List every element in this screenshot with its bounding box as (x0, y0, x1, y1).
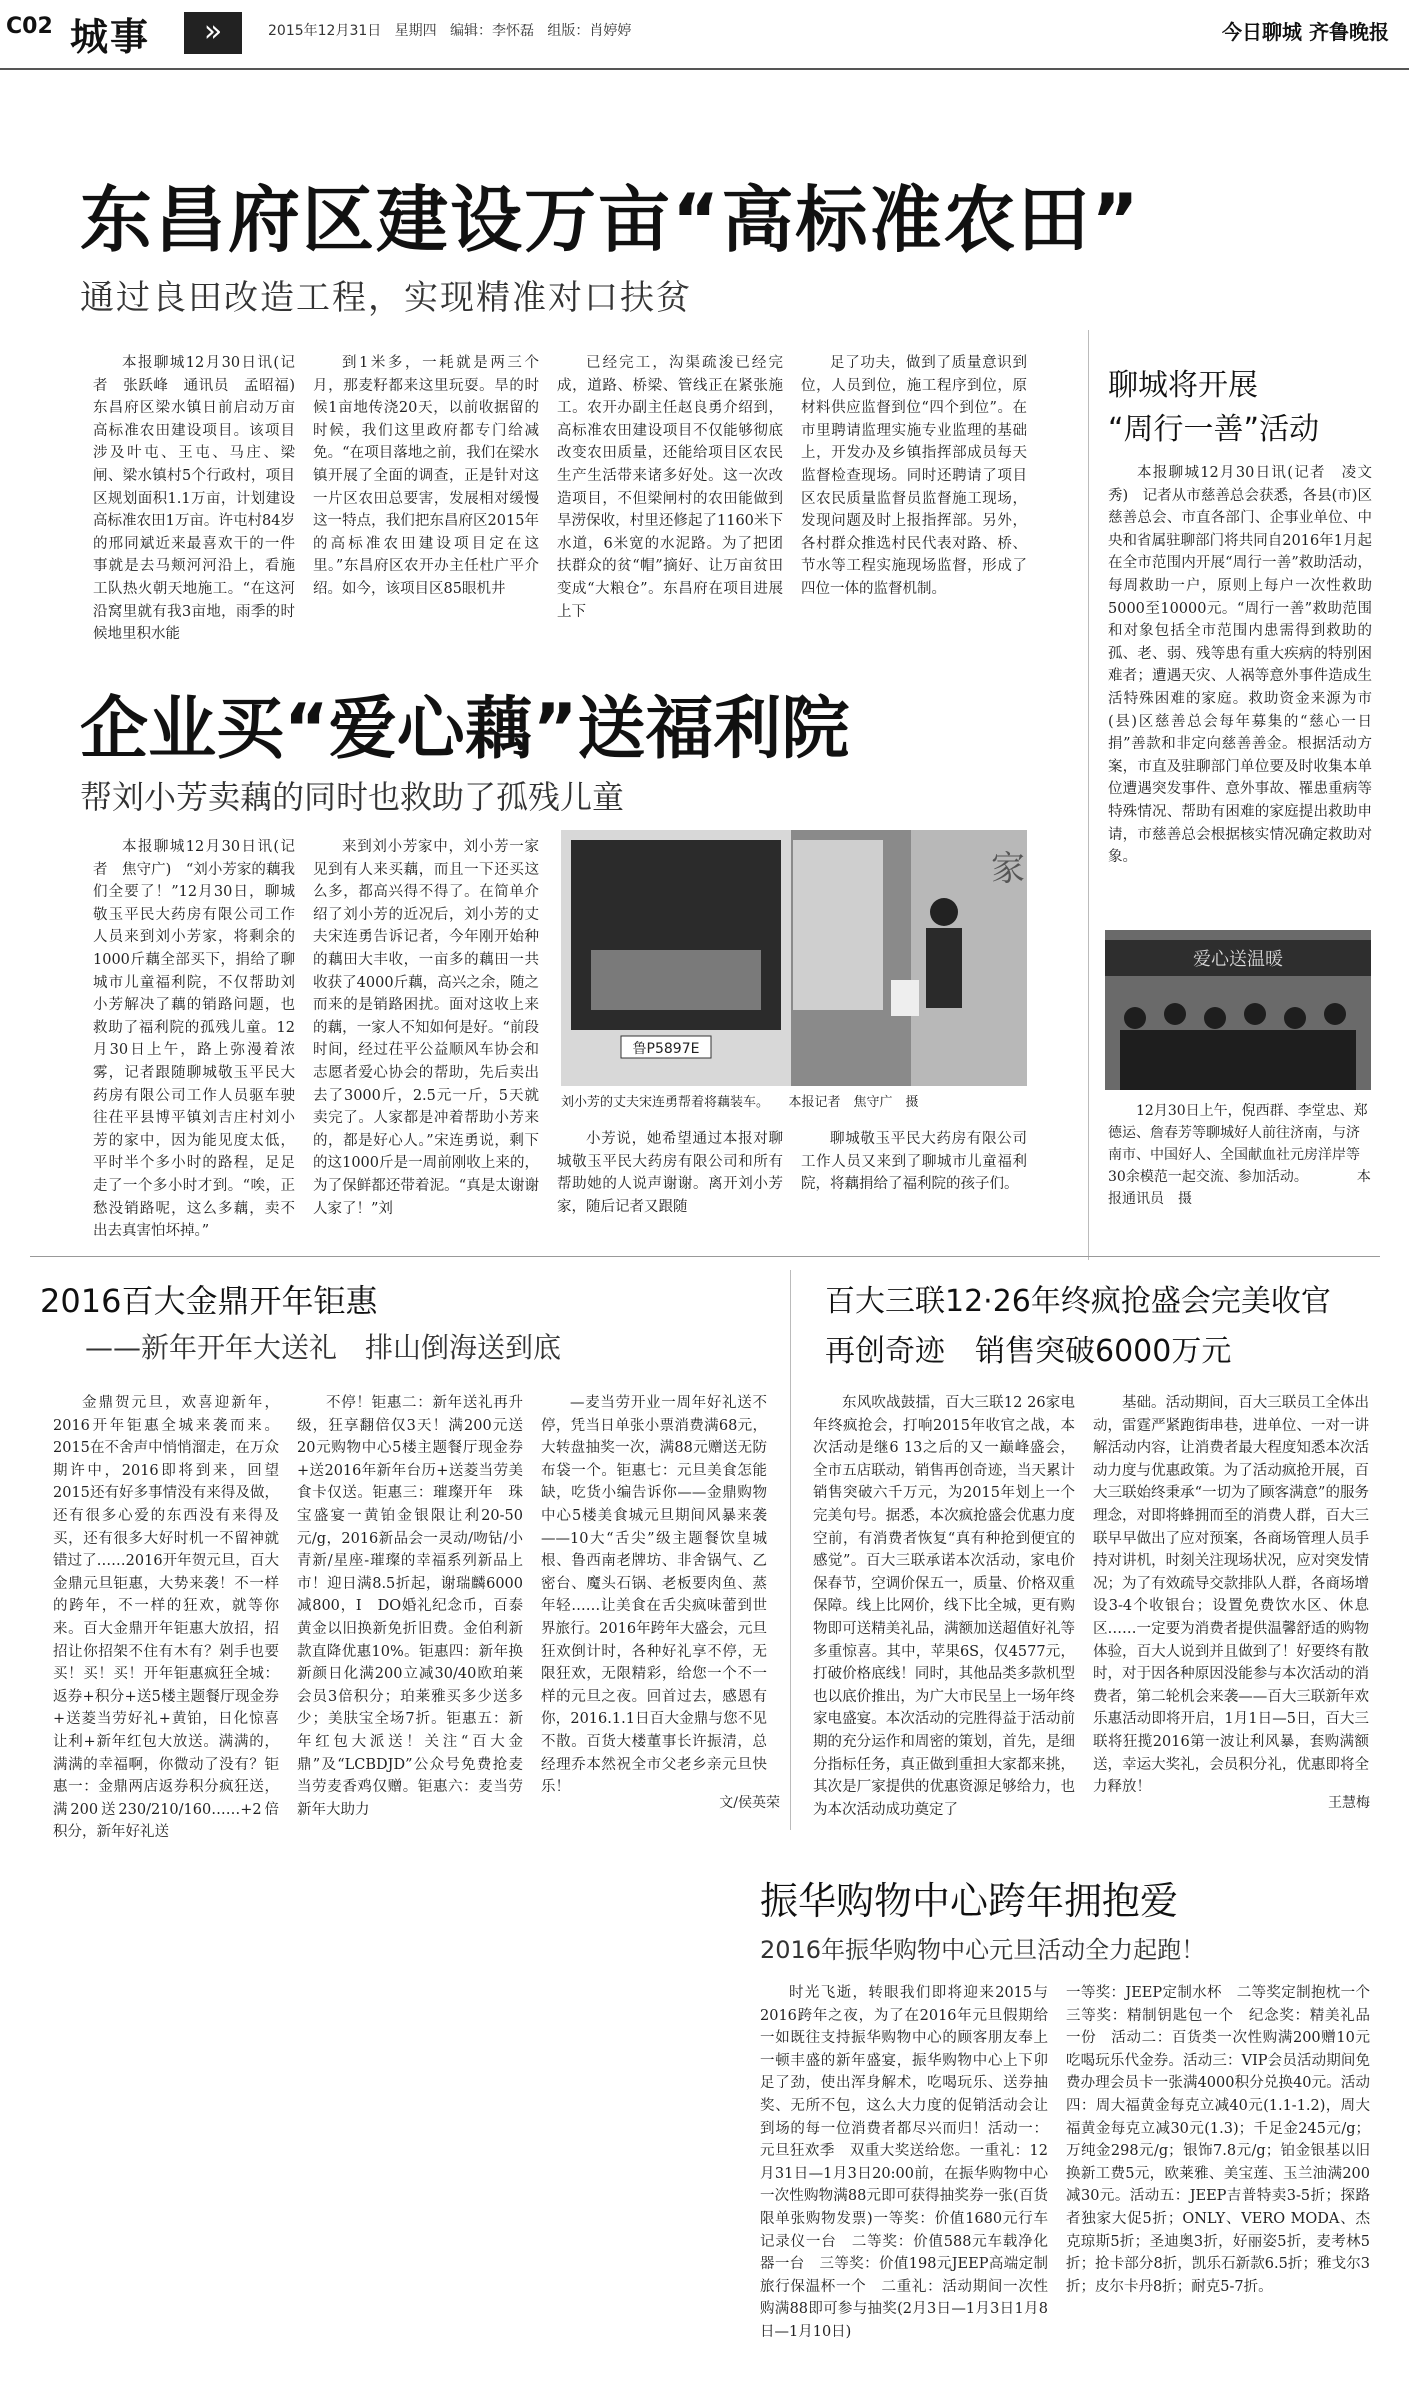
article1-col3: 已经完工，沟渠疏浚已经完成，道路、桥梁、管线正在紧张施工。农开办副主任赵良勇介绍到，高标准农田建设项目不仅能够彻底改变农田质量，还能给项目区农民生产生活带来诸多好处。这一次改造项目，不但梁闸村的农田能做到旱涝保收，村里还修起了1160米下水道，6米宽的水泥路。为了把团扶群众的贫“帽”摘好、让万亩贫田变成“大粮仓”。东昌府在项目进展上下 (557, 355, 783, 620)
section-divider (30, 1256, 1380, 1257)
article2-headline: 企业买“爱心藕”送福利院 (80, 690, 850, 769)
article2-col2: 来到刘小芳家中，刘小芳一家见到有人来买藕，而且一下还买这么多，都高兴得不得了。在简单介绍了刘小芳的近况后，刘小芳的丈夫宋连勇告诉记者，今年刚开始种的藕田大丰收，一亩多的藕田一共收获了4000斤藕，高兴之余，随之而来的是销路困扰。面对这收上来的藕，一家人不知如何是好。“前段时间，经过茌平公益顺风车协会和志愿者爱心协会的帮助，先后卖出去了3000斤，2.5元一斤，5天就卖完了。人家都是冲着帮助小芳来的，都是好心人。”宋连勇说，剩下的这1000斤是一周前刚收上来的，为了保鲜都还带着泥。“真是太谢谢人家了！”刘 (313, 839, 539, 1217)
issue-date: 2015年12月31日 (268, 23, 382, 39)
article5-col1: 时光飞逝，转眼我们即将迎来2015与2016跨年之夜，为了在2016年元旦假期给一如既往支持振华购物中心的顾客朋友奉上一顿丰盛的新年盛宴，振华购物中心上下卯足了劲，使出浑身解术，吃喝玩乐、送券抽奖、无所不包，这么大力度的促销活动会让到场的每一位消费者都尽兴而归！活动一：元旦狂欢季 双重大奖送给您。一重礼：12月31日—1月3日20:00前，在振华购物中心一次性购物满88元即可获得抽奖券一张(百货限单张购物发票)一等奖：价值1680元行车记录仪一台 二等奖：价值588元车载净化器一台 三等奖：价值198元JEEP高端定制旅行保温杯一个 二重礼：活动期间一次性购满88即可参与抽奖(2月3日—1月3日1月8日—1月10日) (760, 1985, 1048, 2340)
article2-col4: 聊城敬玉平民大药房有限公司工作人员又来到了聊城市儿童福利院，将藕捐给了福利院的孩子们。 (801, 1131, 1027, 1193)
sidebar-group-photo (1105, 930, 1371, 1090)
article1-col4: 足了功夫，做到了质量意识到位，人员到位，施工程序到位，原材料供应监督到位“四个到位”。在市里聘请监理实施专业监理的基础上，开发办及乡镇指挥部成员每天监督检查现场。同时还聘请了项目区农民质量监督员监督施工现场，发现问题及时上报指挥部。另外，各村群众推选村民代表对路、桥、节水等工程实施现场监督，形成了四位一体的监督机制。 (801, 355, 1027, 597)
article2-photo (561, 830, 1027, 1086)
section-title: 城事 (70, 15, 151, 59)
article4-col2: 基础。活动期间，百大三联员工全体出动，雷霆严紧跑街串巷，进单位、一对一讲解活动内容，让消费者最大程度知悉本次活动力度与优惠政策。为了活动疯抢开展，百大三联始终秉承“一切为了顾客满意”的服务理念，对即将蜂拥而至的消费人群，百大三联早早做出了应对预案，各商场管理人员手持对讲机，时刻关注现场状况，应对突发情况；为了有效疏导交款排队人群，各商场增设3-4个收银台；设置免费饮水区、休息区……一定要为消费者提供温馨舒适的购物体验，百大人说到并且做到了！好要终有散时，对于因各种原因没能参与本次活动的消费者，第二轮机会来袭——百大三联新年欢乐惠活动即将开启，1月1日—5日，百大三联将狂揽2016第一波让利风暴，套购满额送，幸运大奖礼，会员积分礼，优惠即将全力释放！ (1093, 1395, 1369, 1796)
photo-sign-text: 家 (991, 849, 1025, 889)
article2-photo-caption: 刘小芳的丈夫宋连勇帮着将藕装车。 本报记者 焦守广 摄 (561, 1095, 919, 1110)
article5-headline: 振华购物中心跨年拥抱爱 (760, 1879, 1179, 1923)
article1-col1: 本报聊城12月30日讯(记者 张跃峰 通讯员 孟昭福) 东昌府区梁水镇日前启动万亩高标准农田建设项目。该项目涉及叶屯、王屯、马庄、梁闸、梁水镇村5个行政村，项目区规划面积1.1万亩，计划建设高标准农田1万亩。许屯村84岁的邢同斌近来最喜欢干的一件事就是去马颊河河沿上，看施工队热火朝天地施工。“在这河沿窝里就有我3亩地，雨季的时候地里积水能 (93, 355, 310, 643)
article2-col1: 本报聊城12月30日讯(记者 焦守广) “刘小芳家的藕我们全要了！”12月30日，聊城敬玉平民大药房有限公司工作人员来到刘小芳家，将剩余的1000斤藕全部买下，捐给了聊城市儿童福利院，不仅帮助刘小芳解决了藕的销路问题，也救助了福利院的孤残儿童。12月30日上午，路上弥漫着浓雾，记者跟随聊城敬玉平民大药房有限公司工作人员驱车驶往茌平县博平镇刘吉庄村刘小芳的家中，因为能见度太低，平时半个多小时的路程，足足走了一个多小时才到。“唉，正愁没销路呢，这么多藕，卖不出去真害怕坏掉。” (93, 839, 295, 1240)
article4-col1: 东风吹战鼓擂，百大三联12 26家电年终疯抢会，打响2015年收官之战，本次活动是继6 13之后的又一巅峰盛会，全市五店联动，销售再创奇迹，当天累计销售突破六千万元，为2015年划上一个完美句号。据悉，本次疯抢盛会优惠力度空前，有消费者恢复“真有种抢到便宜的感觉”。百大三联承诺本次活动，家电价保春节，空调价保五一，质量、价格双重保障。线上比网价，线下比全城，更有购物即可送精美礼品，满额加送超值好礼等多重惊喜。其中，苹果6S，仅4577元，打破价格底线！同时，其他品类多款机型也以底价推出，为广大市民呈上一场年终家电盛宴。本次活动的完胜得益于活动前期的充分运作和周密的策划，首先，是细分指标任务，真正做到重担大家都来挑，其次是厂家提供的优惠资源足够给力，也为本次活动成功奠定了 (813, 1395, 1075, 1818)
newspaper-brand: 今日聊城 齐鲁晚报 (1222, 20, 1389, 44)
article3-author: 文/侯英荣 (719, 1795, 780, 1811)
article3-col1: 金鼎贺元旦，欢喜迎新年，2016开年钜惠全城来袭而来。2015在不舍声中悄悄溜走，在万众期许中，2016即将到来，回望2015还有好多事情没有来得及做，还有很多心爱的东西没有来得及买，还有很多大好时机一不留神就错过了……2016开年贺元旦，百大金鼎元旦钜惠，大势来袭！不一样的跨年，不一样的狂欢，就等你来。百大金鼎开年钜惠大放招，招招让你招架不住有木有？剁手也要买！买！买！开年钜惠疯狂全城：返券+积分+送5楼主题餐厅现金券+送菱当劳好礼+黄铂，日化惊喜让利+新年红包大放送。满满的，满满的幸福啊，你微动了没有？钜惠一：金鼎两店返券积分疯狂送，满200送230/210/160……+2倍积分，新年好礼送 (53, 1395, 279, 1841)
article4-author: 王慧梅 (1328, 1795, 1370, 1811)
sidebar-photo-banner: 爱心送温暖 (1193, 949, 1283, 970)
sidebar-body: 本报聊城12月30日讯(记者 凌文秀) 记者从市慈善总会获悉，各县(市)区慈善总会、市直各部门、企事业单位、中央和省属驻聊部门将共同自2016年1月起在全市范围内开展“周行一善”救助活动，每周救助一户，原则上每户一次性救助5000至10000元。“周行一善”救助范围和对象包括全市范围内患需得到救助的孤、老、弱、残等患有重大疾病的特别困难者；遭遇天灾、人祸等意外事件造成生活特殊困难的家庭。救助资金来源为市(县)区慈善总会每年募集的“慈心一日捐”善款和非定向慈善善金。根据活动方案，市直及驻聊部门单位要及时收集本单位遭遇突发事件、意外事故、罹患重病等特殊情况、帮助有困难的家庭提出救助申请，市慈善总会根据核实情况确定救助对象。 (1108, 465, 1372, 866)
article2-col3: 小芳说，她希望通过本报对聊城敬玉平民大药房有限公司和所有帮助她的人说声谢谢。离开刘小芳家，随后记者又跟随 (557, 1131, 783, 1215)
issue-editor: 编辑：李怀磊 (449, 23, 534, 39)
sidebar-divider (1088, 330, 1089, 1260)
issue-meta (268, 20, 631, 40)
issue-layout: 组版：肖婷婷 (547, 23, 632, 39)
sidebar-headline-line1: 聊城将开展 (1108, 368, 1258, 403)
article4-headline-line1: 百大三联12·26年终疯抢盛会完美收官 (825, 1284, 1331, 1319)
sidebar-headline-line2: “周行一善”活动 (1108, 412, 1320, 447)
article1-col2: 到1米多，一耗就是两三个月，那麦籽都来这里玩耍。旱的时候1亩地传浇20天，以前收据留的时候，我们这里政府都专门给减免。“在项目落地之前，我们在梁水镇开展了全面的调查，正是针对这一片区农田总要害，发展相对缓慢这一特点，我们把东昌府区2015年的高标准农田建设项目定在这里。”东昌府区农开办主任杜广平介绍。如今，该项目区85眼机井 (313, 355, 539, 597)
article3-col2: 不停！钜惠二：新年送礼再升级，狂享翻倍仅3天！满200元送20元购物中心5楼主题餐厅现金券+送2016年新年台历+送菱当劳美食卡仅送。钜惠三：璀璨开年 珠宝盛宴一黄铂金银限让利20-50元/g，2016新品会一灵动/吻钻/小青新/星座-璀璨的幸福系列新品上市！迎日满8.5折起，谢瑞麟6000减800，I DO婚礼纪念币，百泰黄金以旧换新免折旧费。金伯利新款直降优惠10%。钜惠四：新年换新颜日化满200立减30/40欧珀莱会员3倍积分；珀莱雅买多少送多少；美肤宝全场7折。钜惠五：新年红包大派送！关注“百大金鼎”及“LCBDJD”公众号免费抢麦当劳麦香鸡仅赠。钜惠六：麦当劳新年大助力 (297, 1395, 523, 1818)
article4-headline-line2: 再创奇迹 销售突破6000万元 (825, 1334, 1232, 1369)
article5-col2: 一等奖：JEEP定制水杯 二等奖定制抱枕一个 三等奖：精制钥匙包一个 纪念奖：精美礼品一份 活动二：百货类一次性购满200赠10元吃喝玩乐代金券。活动三：VIP会员活动期间免费办理会员卡一张满4000积分兑换40元。活动四：周大福黄金每克立减40元(1.1-1.2)，周大福黄金每克立减30元(1.3)；千足金245元/g；万纯金298元/g；银饰7.8元/g；铂金银基以旧换新工费5元，欧莱雅、美宝莲、玉兰油满200减30元。活动五：JEEP吉普特卖3-5折；探路者独家大促5折；ONLY、VERO MODA、杰克琼斯5折；圣迪奥3折，好丽姿5折，麦考林5折；抢卡部分8折，凯乐石新款6.5折；雅戈尔3折；皮尔卡丹8折；耐克5-7折。 (1066, 1985, 1385, 2295)
page-header (0, 0, 1409, 72)
article3-col3: —麦当劳开业一周年好礼送不停，凭当日单张小票消费满68元，大转盘抽奖一次，满88元赠送无防布袋一个。钜惠七：元旦美食怎能缺，吃货小编告诉你——金鼎购物中心5楼美食城元旦期间风暴来袭——10大“舌尖”级主题餐饮皇城根、鲁西南老牌坊、非舍锅气、乙密台、魔头石锅、老板要肉鱼、蒸年轻……让美食在舌尖疯味蕾到世界旅行。2016年跨年大盛会，元旦狂欢倒计时，各种好礼享不停，无限狂欢，无限精彩，给您一个不一样的元旦之夜。回首过去，感恩有你，2016.1.1日百大金鼎与您不见不散。百货大楼董事长许振清，总经理乔本然祝全市父老乡亲元旦快乐！ (541, 1395, 767, 1796)
article2-subheadline: 帮刘小芳卖藕的同时也救助了孤残儿童 (80, 778, 625, 816)
article3-headline: 2016百大金鼎开年钜惠 (40, 1282, 378, 1320)
double-chevron-icon: » (184, 12, 242, 54)
article-divider (790, 1270, 791, 1830)
article1-subheadline: 通过良田改造工程，实现精准对口扶贫 (80, 278, 692, 318)
issue-weekday: 星期四 (394, 23, 437, 39)
page-number: C02 (6, 14, 53, 39)
article5-subheadline: 2016年振华购物中心元旦活动全力起跑！ (760, 1936, 1206, 1964)
van-license-plate: 鲁P5897E (632, 1041, 700, 1057)
sidebar-photo-caption: 12月30日上午，倪西群、李堂忠、郑德运、詹春芳等聊城好人前往济南，与济南市、中国好人、全国献血社元房洋岸等30余模范一起交流、参加活动。 本报通讯员 摄 (1108, 1103, 1371, 1207)
article1-headline: 东昌府区建设万亩“高标准农田” (80, 178, 1141, 262)
header-rule (0, 68, 1409, 70)
article3-subheadline: ——新年开年大送礼 排山倒海送到底 (85, 1331, 562, 1364)
